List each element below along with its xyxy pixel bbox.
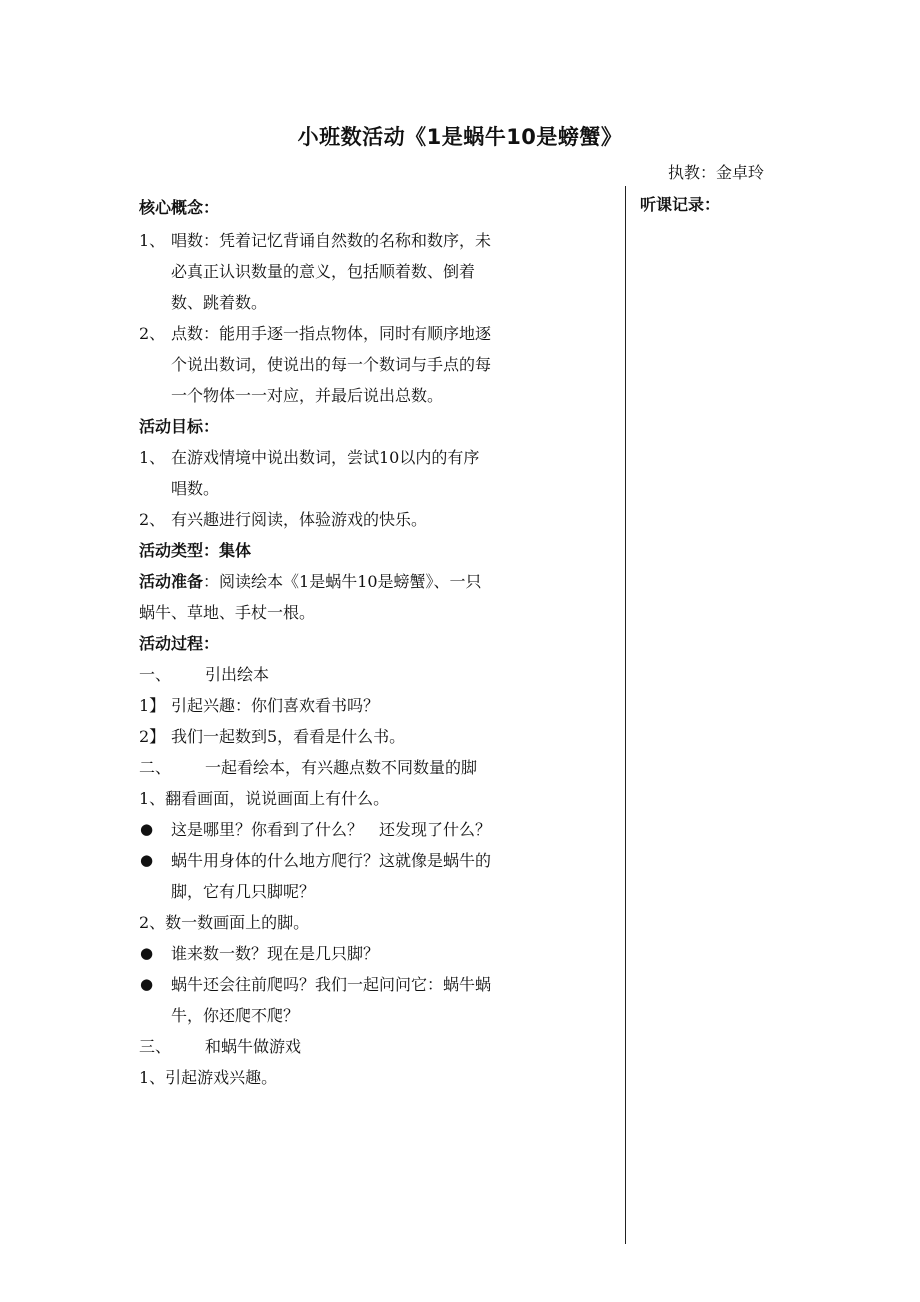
column-divider [625,186,626,1244]
item-marker: 2、 [139,510,166,529]
item-marker: 1、 [139,448,166,467]
teacher-name: 执教：金卓玲 [668,163,765,182]
item-marker: 1、 [139,231,166,250]
prep-label: 活动准备 [139,572,204,591]
notes-label: 听课记录： [640,195,721,214]
core-item [139,225,495,318]
section-two [139,752,495,783]
section-marker: 一、 [139,665,172,684]
prep-text: ：阅读绘本《1是蜗牛10是螃蟹》、一只蜗牛、草地、手杖一根。 [139,572,482,622]
section-title: 和蜗牛做游戏 [205,1037,302,1056]
activity-prep [139,566,495,628]
section-three [139,1031,495,1062]
item-text: 这是哪里？你看到了什么？ 还发现了什么？ [171,820,492,839]
bullet-glyph: ● [140,820,154,838]
item-text: 我们一起数到5，看看是什么书。 [171,727,406,746]
goals-heading: 活动目标： [139,417,220,436]
item-text: 蜗牛还会往前爬吗？我们一起问问它：蜗牛蜗牛，你还爬不爬？ [171,975,492,1025]
item-text: 引起兴趣：你们喜欢看书吗？ [171,696,380,715]
item-text: 谁来数一数？现在是几只脚？ [171,944,380,963]
step-text: 2、数一数画面上的脚。 [139,913,310,932]
bullet-item [139,845,495,907]
bullet-glyph: ● [140,975,154,993]
item-text: 蜗牛用身体的什么地方爬行？这就像是蜗牛的脚，它有几只脚呢？ [171,851,492,901]
item-text: 点数：能用手逐一指点物体，同时有顺序地逐个说出数词，使说出的每一个数词与手点的每一个物体一一对应，并最后说出总数。 [171,324,492,405]
section-one [139,659,495,690]
item-text: 唱数：凭着记忆背诵自然数的名称和数序，未必真正认识数量的意义，包括顺着数、倒着数、跳着数。 [171,231,492,312]
bullet-item [139,814,495,845]
goal-item [139,504,495,535]
goal-item [139,442,495,504]
activity-type [139,535,495,566]
section-marker: 三、 [139,1037,172,1056]
page-title: 小班数活动《1是蜗牛10是螃蟹》 [297,125,623,149]
step-text: 1、引起游戏兴趣。 [139,1068,278,1087]
item-text: 在游戏情境中说出数词，尝试10以内的有序唱数。 [171,448,480,498]
lesson-content [139,192,495,1093]
item-marker: 1】 [139,696,166,715]
bullet-item [139,938,495,969]
item-text: 有兴趣进行阅读，体验游戏的快乐。 [171,510,428,529]
section-marker: 二、 [139,758,172,777]
item-marker: 2、 [139,324,166,343]
type-label: 活动类型： [139,541,220,560]
step-text: 1、翻看画面，说说画面上有什么。 [139,789,390,808]
bullet-item [139,969,495,1031]
step-item [139,721,495,752]
section-title: 引出绘本 [205,665,270,684]
core-item [139,318,495,411]
process-heading: 活动过程： [139,634,220,653]
type-value: 集体 [219,541,252,560]
bullet-glyph: ● [140,851,154,869]
bullet-glyph: ● [140,944,154,962]
core-heading: 核心概念： [139,198,220,217]
step-item [139,690,495,721]
item-marker: 2】 [139,727,166,746]
section-title: 一起看绘本，有兴趣点数不同数量的脚 [205,758,478,777]
